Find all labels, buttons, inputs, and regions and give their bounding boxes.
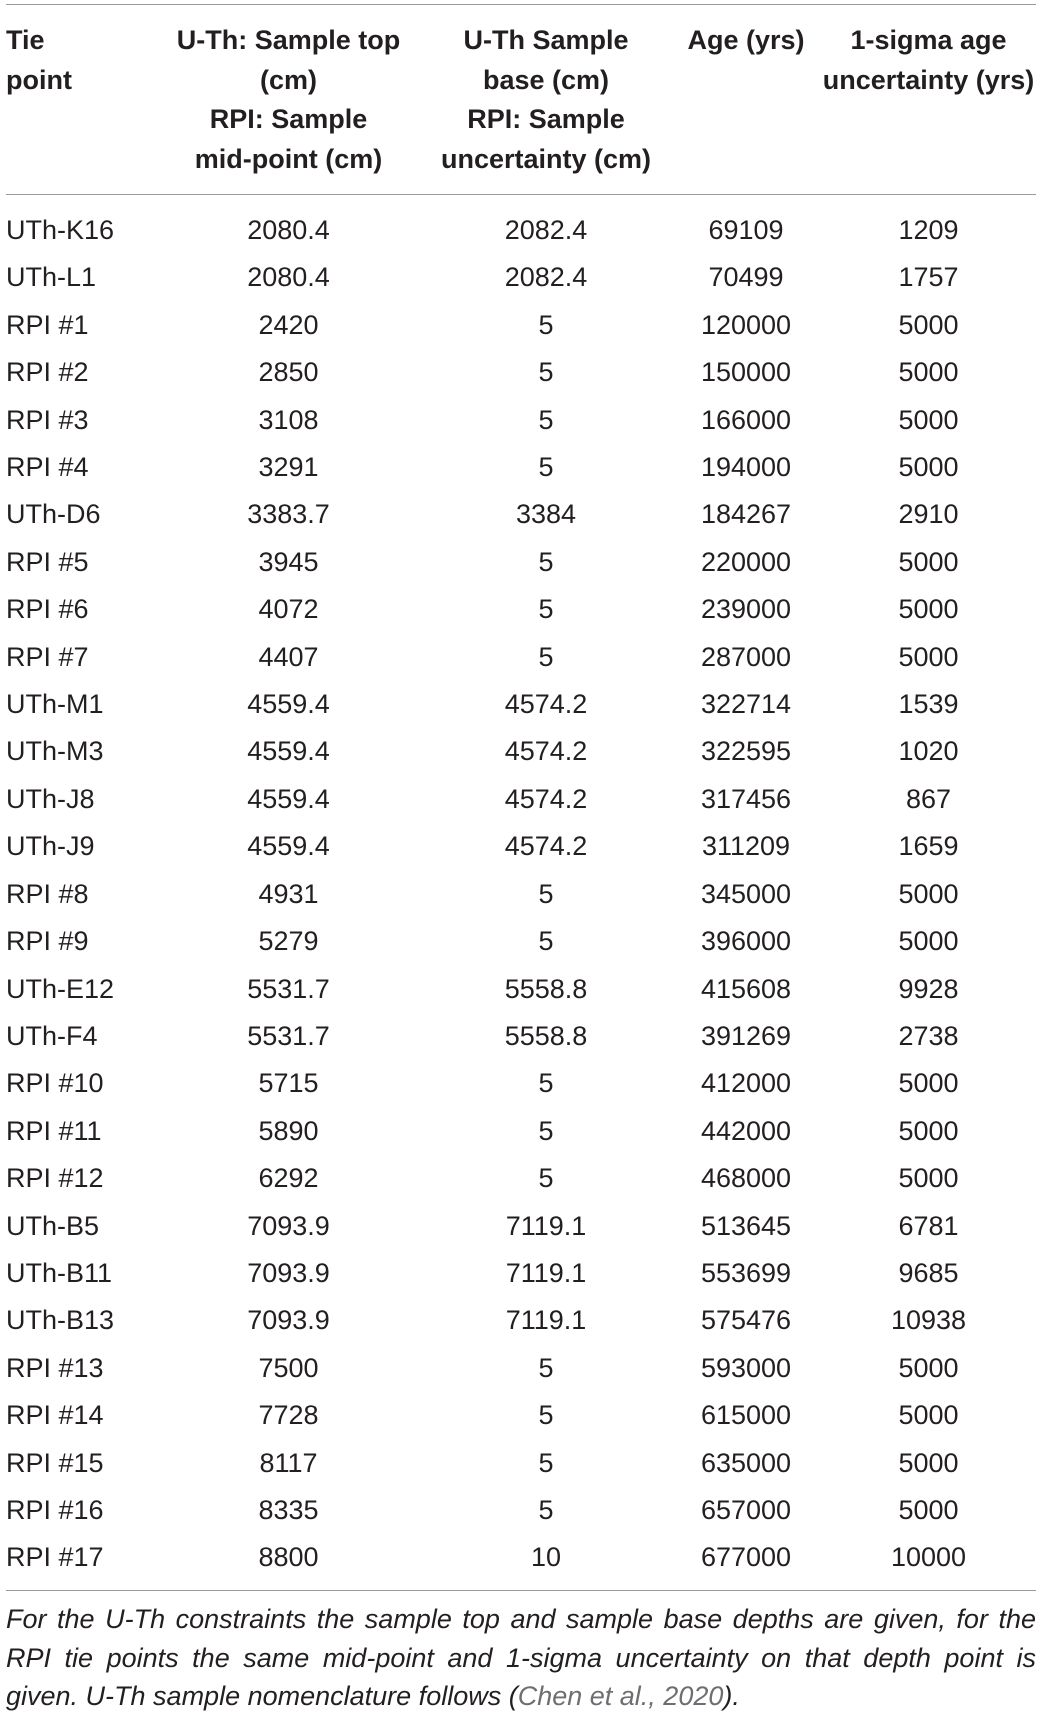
cell-sample-top: 3108: [258, 404, 319, 435]
cell-sample-top: 8800: [258, 1542, 319, 1573]
cell-sample-top: 4407: [258, 641, 319, 672]
cell-age: 322595: [700, 736, 792, 767]
cell-sample-base: 4574.2: [504, 831, 588, 862]
cell-sample-top: 3291: [258, 452, 319, 483]
cell-age-uncertainty: 1209: [898, 215, 959, 245]
cell-sample-base: 7119.1: [505, 1210, 587, 1241]
cell-tie-point: RPI #11: [6, 1115, 102, 1146]
cell-age: 220000: [700, 546, 792, 577]
cell-age: 150000: [700, 357, 792, 388]
cell-tie-point: RPI #12: [6, 1163, 104, 1194]
cell-age-uncertainty: 5000: [898, 452, 959, 483]
cell-age: 553699: [700, 1257, 792, 1288]
cell-tie-point: RPI #8: [6, 878, 89, 909]
cell-sample-base: 5: [538, 926, 554, 957]
table-row: [6, 1534, 1036, 1581]
cell-tie-point: RPI #2: [6, 357, 89, 388]
cell-age-uncertainty: 867: [905, 783, 952, 814]
cell-tie-point: UTh-D6: [6, 499, 101, 530]
header-sample-top: [156, 0, 421, 194]
header-line: RPI: Sample: [467, 104, 625, 134]
cell-age-uncertainty: 5000: [898, 1352, 959, 1383]
cell-age-uncertainty: 1659: [898, 831, 959, 862]
cell-tie-point: UTh-J8: [6, 783, 95, 814]
cell-tie-point: UTh-L1: [6, 262, 97, 293]
cell-sample-base: 4574.2: [504, 689, 588, 720]
cell-sample-base: 5: [538, 641, 554, 672]
cell-age-uncertainty: 5000: [898, 1163, 959, 1194]
cell-sample-top: 4559.4: [247, 736, 330, 767]
cell-sample-top: 3383.7: [247, 499, 330, 530]
cell-tie-point: UTh-M3: [6, 736, 104, 767]
footnote-text: For the U-Th constraints the sample top and sample base depths are given, for the RPI tie points the same mid-point and 1-sigma uncertainty on that depth point is given. U-Th sample nomenclature follows (: [6, 1604, 1036, 1711]
table-row: [6, 397, 1036, 444]
table-row: [6, 823, 1036, 870]
cell-age: 311209: [701, 831, 791, 862]
cell-tie-point: RPI #10: [6, 1068, 104, 1099]
table-row: [6, 1108, 1036, 1155]
cell-tie-point: RPI #16: [6, 1494, 104, 1525]
cell-age: 184267: [700, 499, 792, 530]
cell-sample-top: 2850: [258, 357, 319, 388]
cell-age: 635000: [700, 1447, 792, 1478]
cell-tie-point: UTh-F4: [6, 1020, 98, 1051]
cell-sample-top: 4559.4: [247, 689, 330, 720]
cell-age-uncertainty: 5000: [898, 1447, 959, 1478]
cell-age-uncertainty: 5000: [898, 926, 959, 957]
header-line: U-Th: Sample top: [176, 25, 401, 55]
tie-point-table: [6, 0, 1036, 1582]
table-row: [6, 444, 1036, 491]
header-line: point: [6, 64, 72, 95]
cell-age-uncertainty: 5000: [898, 357, 959, 388]
table-footnote: [6, 1600, 1036, 1716]
cell-sample-base: 10: [530, 1542, 562, 1573]
cell-sample-top: 7500: [258, 1352, 319, 1383]
cell-age: 396000: [700, 926, 792, 957]
header-line: uncertainty (cm): [440, 143, 652, 174]
table-row: [6, 1392, 1036, 1439]
cell-age: 442000: [700, 1115, 792, 1146]
cell-sample-top: 5890: [258, 1115, 319, 1146]
table-row: [6, 728, 1036, 775]
cell-age: 415608: [700, 973, 792, 1004]
cell-age: 69109: [708, 215, 784, 245]
table-row: [6, 1155, 1036, 1202]
cell-age-uncertainty: 5000: [898, 309, 959, 340]
cell-age: 120000: [700, 309, 792, 340]
cell-sample-base: 5: [538, 404, 554, 435]
cell-sample-base: 5: [538, 594, 554, 625]
cell-tie-point: RPI #14: [6, 1400, 104, 1431]
cell-sample-base: 5: [538, 309, 554, 340]
cell-sample-top: 2080.4: [247, 262, 330, 293]
table-row: [6, 302, 1036, 349]
cell-age: 391269: [700, 1020, 792, 1051]
cell-age-uncertainty: 5000: [898, 641, 959, 672]
table-header: [6, 0, 1036, 194]
cell-tie-point: UTh-M1: [6, 689, 104, 720]
table-row: [6, 1440, 1036, 1487]
cell-age: 194000: [700, 452, 792, 483]
table-row: [6, 1250, 1036, 1297]
cell-sample-base: 4574.2: [504, 783, 588, 814]
cell-sample-top: 7728: [258, 1400, 319, 1431]
cell-sample-top: 4072: [258, 594, 319, 625]
table-row: [6, 254, 1036, 301]
cell-tie-point: RPI #4: [6, 452, 89, 483]
table-row: [6, 634, 1036, 681]
header-line: U-Th Sample: [463, 25, 629, 55]
cell-sample-top: 5531.7: [247, 1020, 330, 1051]
cell-age-uncertainty: 10000: [890, 1542, 967, 1573]
cell-age-uncertainty: 5000: [898, 594, 959, 625]
cell-sample-top: 4559.4: [247, 831, 330, 862]
cell-tie-point: UTh-J9: [6, 831, 95, 862]
cell-sample-base: 5: [538, 357, 554, 388]
table-row: [6, 918, 1036, 965]
header-line: Age (yrs): [687, 25, 805, 55]
cell-sample-base: 5: [538, 1352, 554, 1383]
cell-age-uncertainty: 5000: [898, 1400, 959, 1431]
header-line: Tie: [6, 25, 45, 55]
cell-sample-top: 4559.4: [247, 783, 330, 814]
table-row: [6, 966, 1036, 1013]
cell-tie-point: UTh-B11: [6, 1257, 113, 1288]
cell-age: 287000: [700, 641, 792, 672]
cell-sample-base: 5: [538, 452, 554, 483]
citation-link[interactable]: Chen et al., 2020: [517, 1681, 724, 1711]
cell-sample-base: 5: [538, 1494, 554, 1525]
cell-age-uncertainty: 1757: [898, 262, 959, 293]
table-row: [6, 1297, 1036, 1344]
table-row: [6, 539, 1036, 586]
table-row: [6, 586, 1036, 633]
cell-tie-point: RPI #15: [6, 1447, 104, 1478]
cell-sample-base: 5: [538, 878, 554, 909]
cell-age-uncertainty: 9685: [898, 1257, 959, 1288]
cell-tie-point: RPI #7: [6, 641, 89, 672]
table-row: [6, 207, 1036, 254]
cell-tie-point: RPI #3: [6, 404, 89, 435]
cell-age-uncertainty: 2910: [898, 499, 959, 530]
cell-tie-point: UTh-E12: [6, 973, 115, 1004]
cell-tie-point: UTh-B13: [6, 1305, 115, 1336]
cell-sample-base: 5: [538, 1447, 554, 1478]
cell-age: 322714: [700, 689, 792, 720]
cell-tie-point: RPI #6: [6, 594, 89, 625]
table-row: [6, 349, 1036, 396]
cell-sample-top: 6292: [258, 1163, 319, 1194]
cell-age-uncertainty: 10938: [890, 1305, 967, 1336]
spacer-row: [6, 194, 1036, 207]
cell-sample-base: 5: [538, 1400, 554, 1431]
cell-sample-base: 7119.1: [505, 1257, 587, 1288]
cell-sample-top: 5531.7: [247, 973, 330, 1004]
cell-age: 70499: [708, 262, 784, 293]
cell-tie-point: RPI #17: [6, 1542, 104, 1573]
cell-sample-top: 2080.4: [247, 215, 330, 245]
cell-age-uncertainty: 5000: [898, 404, 959, 435]
table-row: [6, 1013, 1036, 1060]
cell-age-uncertainty: 5000: [898, 546, 959, 577]
cell-age: 657000: [700, 1494, 792, 1525]
cell-tie-point: UTh-B5: [6, 1210, 100, 1241]
cell-sample-base: 3384: [515, 499, 577, 530]
cell-sample-top: 7093.9: [247, 1210, 330, 1241]
cell-sample-top: 5715: [258, 1068, 319, 1099]
cell-tie-point: RPI #5: [6, 546, 89, 577]
cell-age-uncertainty: 5000: [898, 1115, 959, 1146]
cell-age: 615000: [700, 1400, 792, 1431]
header-line: base (cm): [482, 64, 610, 95]
cell-sample-base: 4574.2: [504, 736, 588, 767]
cell-age: 575476: [700, 1305, 792, 1336]
table-row: [6, 1345, 1036, 1392]
cell-sample-base: 2082.4: [504, 262, 588, 293]
header-line: (cm): [259, 64, 317, 95]
cell-tie-point: RPI #13: [6, 1352, 104, 1383]
cell-sample-base: 5: [538, 1115, 554, 1146]
table-row: [6, 776, 1036, 823]
cell-age-uncertainty: 1539: [898, 689, 959, 720]
header-line: mid-point (cm): [194, 143, 383, 174]
cell-sample-base: 7119.1: [505, 1305, 587, 1336]
table-row: [6, 1487, 1036, 1534]
cell-sample-top: 7093.9: [247, 1257, 330, 1288]
cell-age: 239000: [700, 594, 792, 625]
header-age-uncertainty: [821, 0, 1036, 194]
cell-age-uncertainty: 5000: [898, 878, 959, 909]
header-tie-point: [6, 0, 156, 194]
cell-age: 593000: [700, 1352, 792, 1383]
cell-sample-top: 8335: [258, 1494, 319, 1525]
header-line: RPI: Sample: [209, 104, 368, 134]
cell-sample-base: 5: [538, 1068, 554, 1099]
cell-age: 677000: [700, 1542, 792, 1573]
table-row: [6, 871, 1036, 918]
header-age: [671, 0, 821, 194]
cell-sample-base: 5: [538, 1163, 554, 1194]
cell-sample-base: 5558.8: [504, 1020, 588, 1051]
cell-age-uncertainty: 1020: [898, 736, 959, 767]
cell-tie-point: RPI #1: [6, 309, 89, 340]
cell-age-uncertainty: 5000: [898, 1494, 959, 1525]
header-sample-base: [421, 0, 671, 194]
cell-sample-base: 2082.4: [504, 215, 588, 245]
header-line: uncertainty (yrs): [822, 64, 1035, 95]
cell-tie-point: RPI #9: [6, 926, 89, 957]
cell-age: 513645: [700, 1210, 792, 1241]
table-row: [6, 1203, 1036, 1250]
cell-age: 345000: [700, 878, 792, 909]
cell-age-uncertainty: 5000: [898, 1068, 959, 1099]
cell-age: 468000: [700, 1163, 792, 1194]
header-line: 1-sigma age: [850, 25, 1007, 55]
footnote-suffix: ).: [723, 1681, 740, 1711]
bottom-rule: [6, 1590, 1036, 1591]
cell-sample-base: 5: [538, 546, 554, 577]
cell-sample-base: 5558.8: [504, 973, 588, 1004]
cell-age: 317456: [700, 783, 792, 814]
table-row: [6, 681, 1036, 728]
cell-age: 166000: [700, 404, 792, 435]
cell-tie-point: UTh-K16: [6, 215, 115, 245]
cell-sample-top: 8117: [259, 1447, 318, 1478]
table-row: [6, 491, 1036, 538]
cell-sample-top: 4931: [258, 878, 319, 909]
table-row: [6, 1060, 1036, 1107]
cell-age: 412000: [700, 1068, 792, 1099]
cell-age-uncertainty: 9928: [898, 973, 959, 1004]
table-body: [6, 194, 1036, 1582]
cell-sample-top: 7093.9: [247, 1305, 330, 1336]
cell-age-uncertainty: 2738: [898, 1020, 959, 1051]
cell-age-uncertainty: 6781: [898, 1210, 959, 1241]
cell-sample-top: 2420: [258, 309, 319, 340]
cell-sample-top: 3945: [258, 546, 319, 577]
cell-sample-top: 5279: [258, 926, 319, 957]
